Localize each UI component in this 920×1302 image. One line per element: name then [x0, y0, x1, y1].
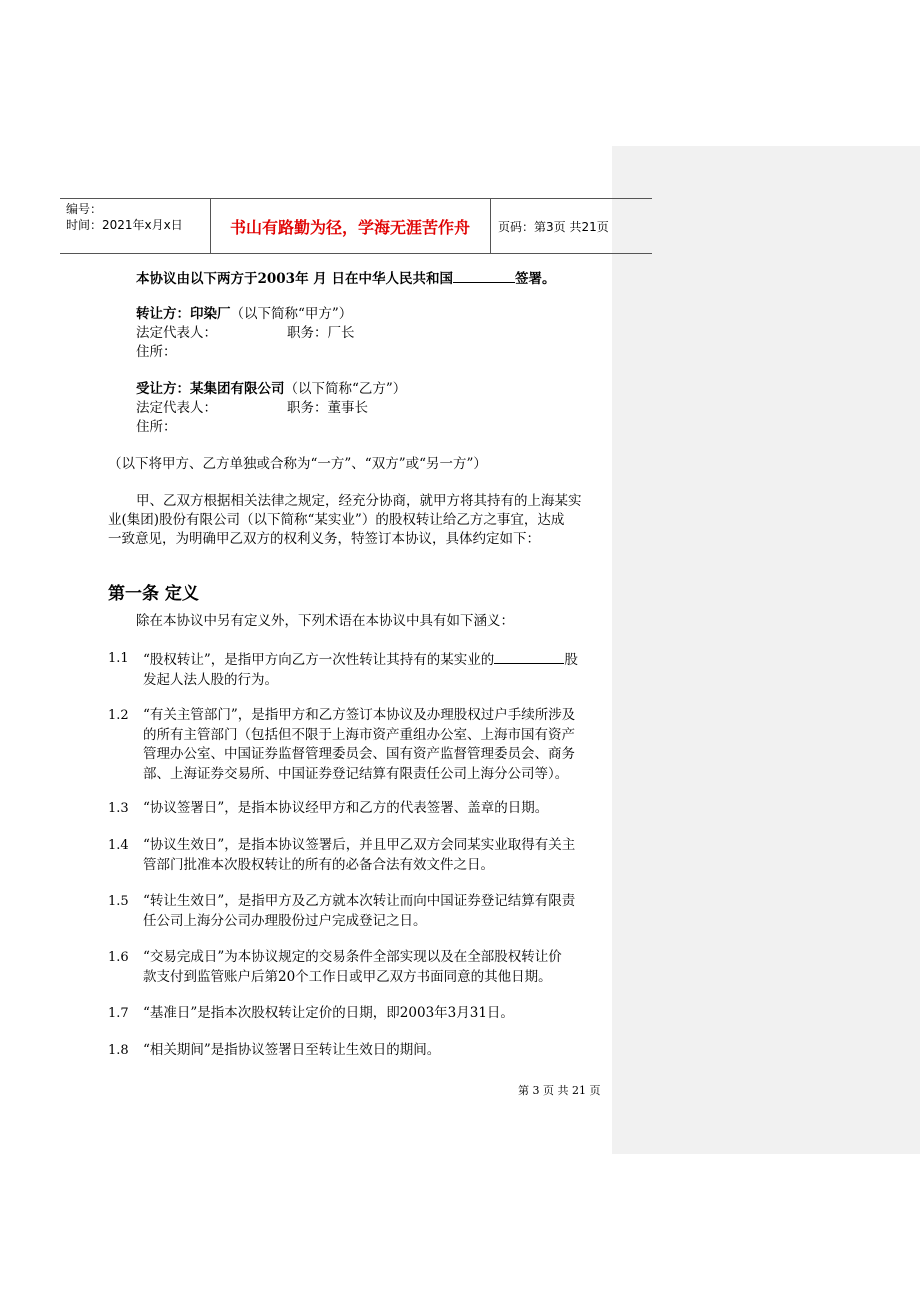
item-number: 1.6 — [108, 950, 129, 965]
item-number: 1.2 — [108, 708, 129, 723]
definition-item — [143, 1004, 605, 1024]
definition-item — [143, 1041, 605, 1061]
blank-field — [494, 649, 564, 664]
header-meta — [66, 201, 183, 233]
blank-field — [453, 268, 515, 283]
item-number: 1.7 — [108, 1006, 129, 1021]
party-a-rep: 法定代表人： — [136, 325, 217, 341]
item-text: “协议签署日”，是指本协议经甲方和乙方的代表签署、盖章的日期。 — [143, 800, 549, 816]
party-a-address: 住所： — [136, 344, 177, 360]
item-number: 1.1 — [108, 651, 129, 666]
item-text: 款支付到监管账户后第20个工作日或甲乙双方书面同意的其他日期。 — [143, 968, 552, 985]
party-b-note: （以下简称“乙方”） — [284, 381, 407, 397]
article-intro: 除在本协议中另有定义外，下列术语在本协议中具有如下涵义： — [136, 613, 514, 629]
party-a-title: 转让方：印染厂 — [136, 306, 231, 322]
party-b-address: 住所： — [136, 419, 177, 435]
page-header — [60, 198, 652, 254]
party-b-position: 职务：董事长 — [287, 400, 368, 416]
header-number-label: 编号： — [66, 202, 103, 216]
definition-item — [143, 836, 605, 875]
item-text: “股权转让”，是指甲方向乙方一次性转让其持有的某实业的 — [143, 652, 495, 668]
item-text: “有关主管部门”，是指甲方和乙方签订本协议及办理股权过户手续所涉及 — [143, 707, 576, 723]
item-text: 管理办公室、中国证券监督管理委员会、国有资产监督管理委员会、商务 — [143, 746, 575, 762]
definition-item — [143, 892, 605, 931]
item-text: “相关期间”是指协议签署日至转让生效日的期间。 — [143, 1042, 441, 1058]
party-b-title: 受让方：某集团有限公司 — [136, 381, 285, 397]
party-a-title-line — [136, 305, 352, 324]
intro-end: 签署。 — [514, 271, 556, 287]
intro-line — [136, 268, 555, 289]
definition-item — [143, 649, 605, 690]
preamble-line: 一致意见，为明确甲乙双方的权利义务，特签订本协议，具体约定如下： — [108, 531, 540, 547]
article-heading: 第一条 定义 — [108, 584, 199, 604]
page-footer: 第 3 页 共 21 页 — [518, 1084, 601, 1097]
party-a-position: 职务：厂长 — [287, 325, 355, 341]
definition-item — [143, 948, 605, 987]
comments-margin-panel — [612, 146, 920, 1154]
header-page-label: 页码：第3页 共21页 — [498, 220, 609, 234]
item-text: “转让生效日”，是指甲方及乙方就本次转让而向中国证券登记结算有限责 — [143, 893, 576, 909]
header-divider — [490, 199, 491, 253]
party-a-note: （以下简称“甲方”） — [230, 306, 353, 322]
preamble-line: 甲、乙双方根据相关法律之规定，经充分协商，就甲方将其持有的上海某实 — [136, 493, 582, 509]
item-text: “交易完成日”为本协议规定的交易条件全部实现以及在全部股权转让价 — [143, 949, 562, 965]
item-text: “协议生效日”，是指本协议签署后，并且甲乙双方会同某实业取得有关主 — [143, 837, 576, 853]
item-text: 股 — [564, 652, 578, 668]
collective-note: （以下将甲方、乙方单独或合称为“一方”、“双方”或“另一方”） — [108, 456, 487, 472]
header-time-label: 时间：2021年x月x日 — [66, 218, 183, 232]
item-text: “基准日”是指本次股权转让定价的日期，即2003年3月31日。 — [143, 1005, 514, 1021]
item-number: 1.4 — [108, 838, 129, 853]
definition-item — [143, 799, 605, 819]
item-text: 任公司上海分公司办理股份过户完成登记之日。 — [143, 912, 427, 929]
party-b-rep: 法定代表人： — [136, 400, 217, 416]
item-text: 的所有主管部门（包括但不限于上海市资产重组办公室、上海市国有资产 — [143, 726, 575, 743]
item-number: 1.8 — [108, 1043, 129, 1058]
item-number: 1.5 — [108, 894, 129, 909]
preamble-line: 业(集团)股份有限公司（以下简称“某实业”）的股权转让给乙方之事宜，达成 — [108, 512, 565, 528]
header-motto: 书山有路勤为径，学海无涯苦作舟 — [229, 217, 470, 237]
intro-text: 本协议由以下两方于2003年 月 日在中华人民共和国 — [136, 271, 453, 287]
definition-item — [143, 706, 605, 784]
item-text: 部、上海证券交易所、中国证券登记结算有限责任公司上海分公司等）。 — [143, 765, 569, 782]
party-b-title-line — [136, 380, 406, 399]
item-text: 发起人法人股的行为。 — [143, 671, 278, 688]
item-number: 1.3 — [108, 801, 129, 816]
item-text: 管部门批准本次股权转让的所有的必备合法有效文件之日。 — [143, 856, 494, 873]
